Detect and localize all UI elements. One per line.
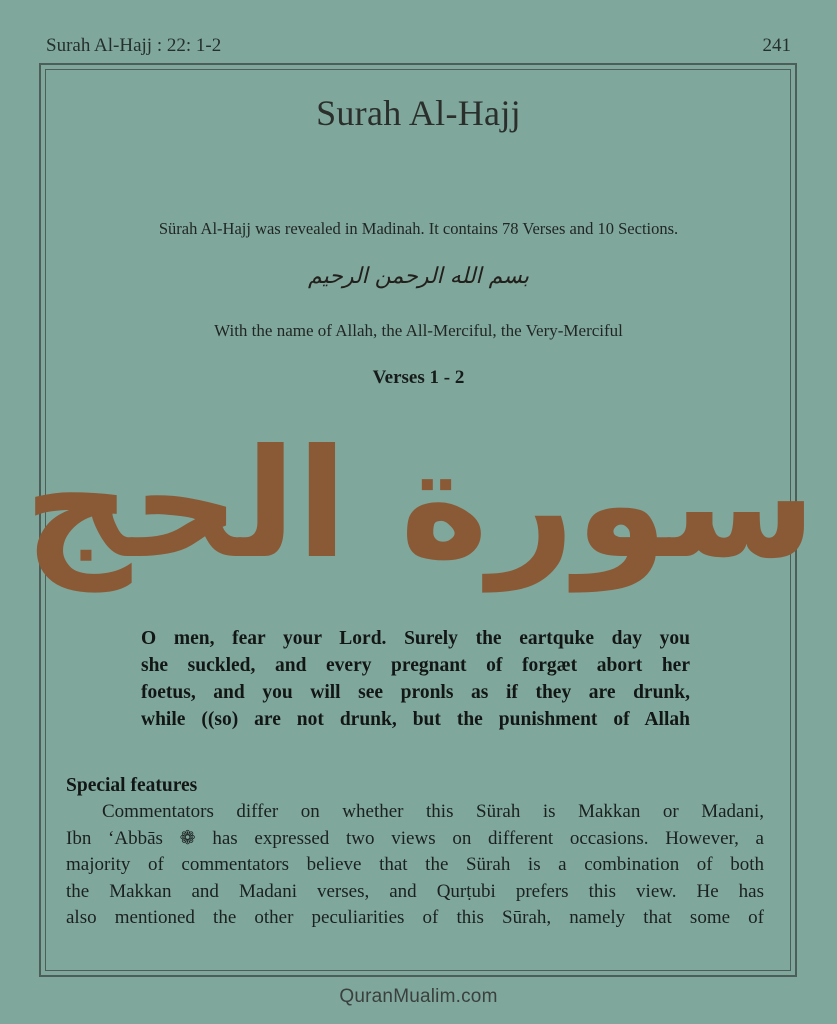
surah-intro: Sürah Al-Hajj was revealed in Madinah. It contains 78 Verses and 10 Sections. [158, 219, 679, 238]
basmala-translation: With the name of Allah, the All-Merciful, the Very-Merciful [214, 321, 623, 340]
translation-line: O men, fear your Lord. Surely the eartquke day you [141, 628, 690, 649]
surah-reference: Surah Al-Hajj : 22: 1-2 [46, 35, 222, 56]
verse-translation [141, 625, 690, 733]
commentary-line: Commentators differ on whether this Sürah is Makkan or Madani, [102, 801, 764, 822]
surah-title: Surah Al-Hajj [316, 93, 521, 133]
commentary-line: the Makkan and Madani verses, and Qurṭubi prefers this view. He has [66, 880, 764, 902]
basmala-arabic: بسم الله الرحمن الرحيم [307, 264, 530, 289]
special-features-text [66, 799, 764, 932]
translation-line: she suckled, and every pregnant of forgæt abort her [141, 655, 690, 676]
page-header [46, 32, 791, 60]
site-watermark: QuranMualim.com [339, 986, 498, 1007]
commentary-line: majority of commentators believe that the Sürah is a combination of both [66, 854, 764, 875]
commentary-line: Ibn ‘Abbās ❁ has expressed two views on different occasions. However, a [66, 827, 764, 849]
surah-name-calligraphy: سورة الحج [23, 418, 817, 592]
page-number: 241 [762, 35, 791, 56]
special-features-heading: Special features [66, 775, 198, 796]
translation-line: foetus, and you will see pronls as if they are drunk, [141, 682, 690, 703]
translation-line: while ((so) are not drunk, but the punishment of Allah [141, 709, 690, 730]
commentary-line: also mentioned the other peculiarities of this Sūrah, namely that some of [66, 907, 764, 928]
surah-calligraphy [23, 388, 817, 616]
verses-heading: Verses 1 - 2 [372, 367, 465, 388]
